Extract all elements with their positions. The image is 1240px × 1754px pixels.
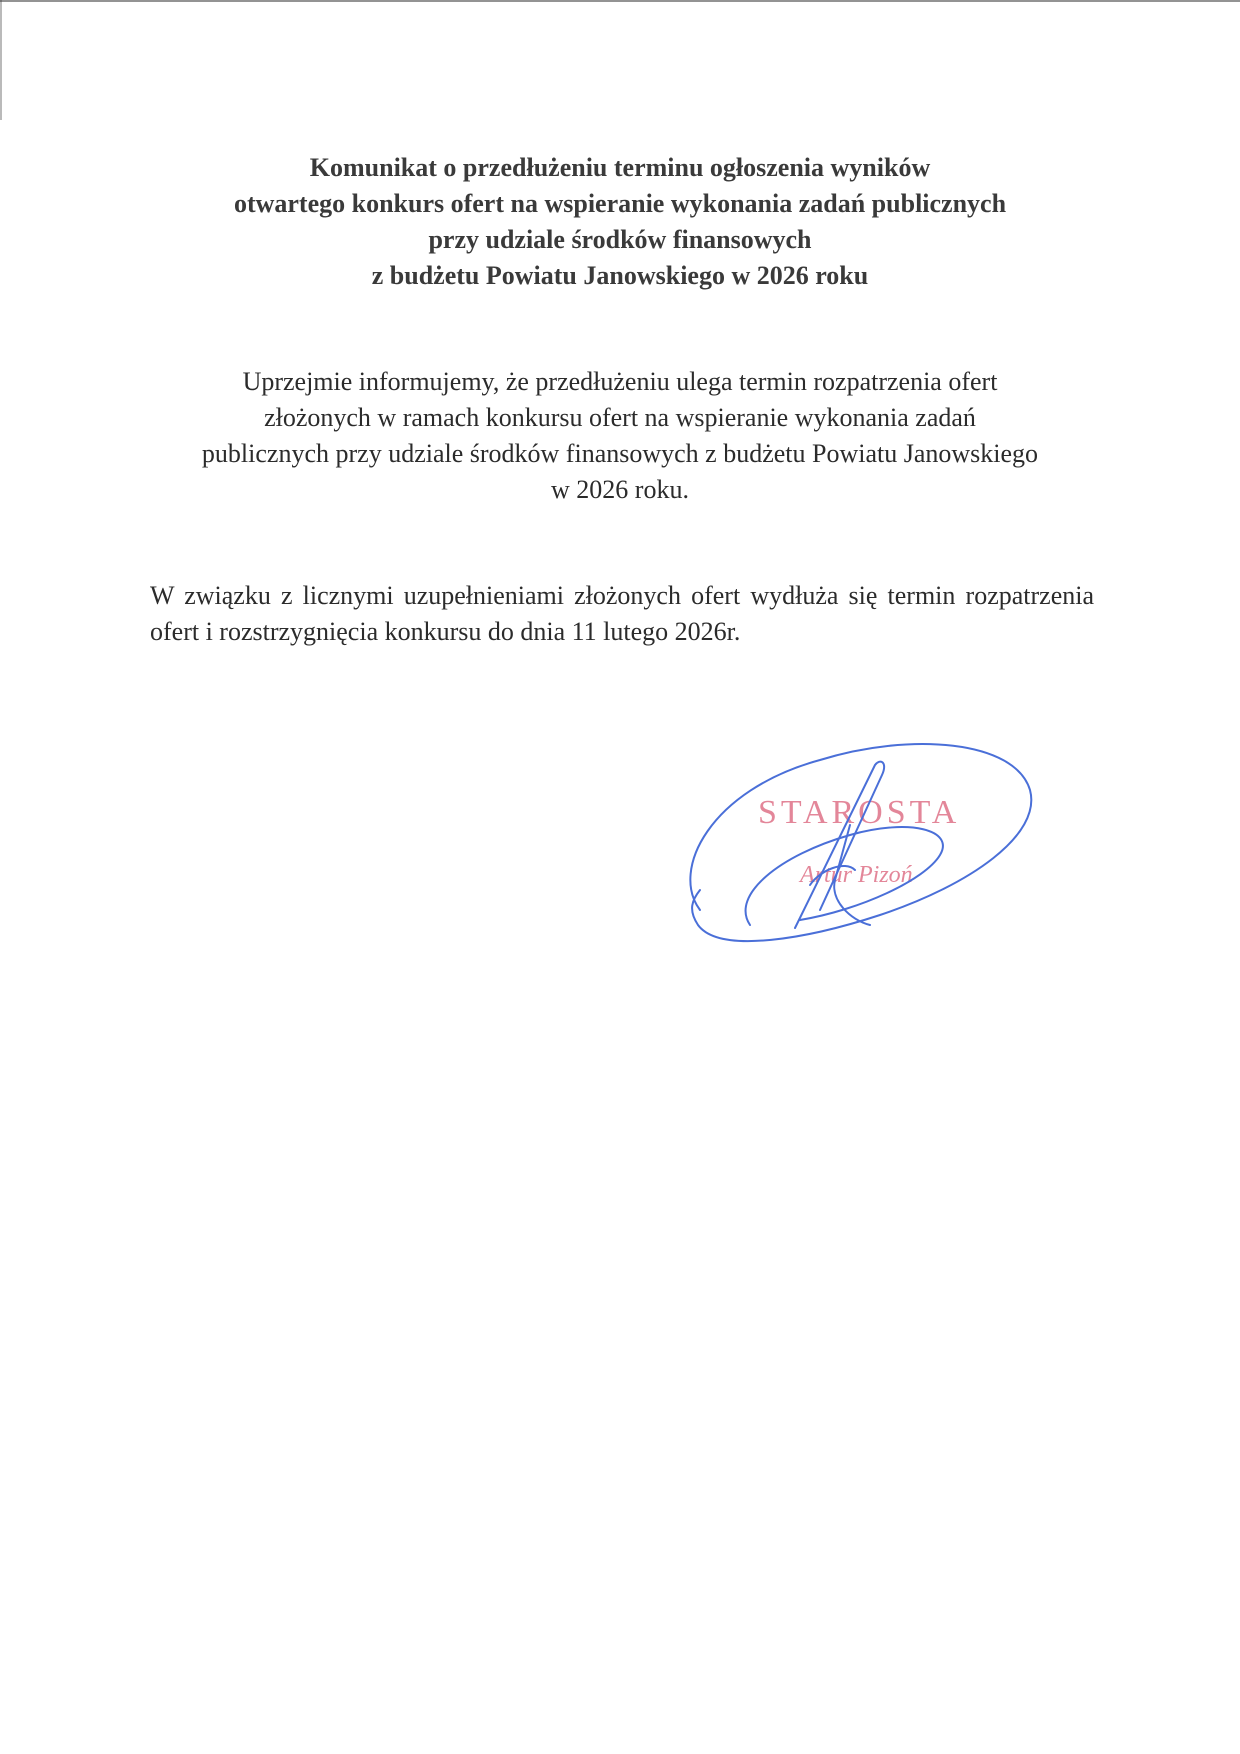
document-title xyxy=(120,150,1120,294)
paragraph-line: w 2026 roku. xyxy=(551,475,689,504)
signature-stamp xyxy=(670,720,1040,980)
title-line: z budżetu Powiatu Janowskiego w 2026 roku xyxy=(371,261,869,290)
scan-edge-top xyxy=(0,0,1240,2)
stamp-title: STAROSTA xyxy=(758,794,961,831)
title-line: przy udziale środków finansowych xyxy=(428,225,812,254)
title-line: otwartego konkurs ofert na wspieranie wykonania zadań publicznych xyxy=(233,189,1007,218)
paragraph-line: złożonych w ramach konkursu ofert na wspieranie wykonania zadań xyxy=(264,403,976,432)
paragraph-line: Uprzejmie informujemy, że przedłużeniu ulega termin rozpatrzenia ofert xyxy=(242,367,998,396)
title-line: Komunikat o przedłużeniu terminu ogłoszenia wyników xyxy=(309,153,931,182)
stamp-name: Artur Pizoń xyxy=(800,862,913,888)
handwritten-signature-icon xyxy=(670,720,1040,980)
announcement-paragraph xyxy=(140,364,1100,508)
deadline-paragraph: W związku z licznymi uzupełnieniami złożonych ofert wydłuża się termin rozpatrzenia ofert i rozstrzygnięcia konkursu do dnia 11 lutego 2026r. xyxy=(150,581,1094,646)
scan-edge-left xyxy=(0,0,2,120)
paragraph-line: publicznych przy udziale środków finansowych z budżetu Powiatu Janowskiego xyxy=(201,439,1039,468)
